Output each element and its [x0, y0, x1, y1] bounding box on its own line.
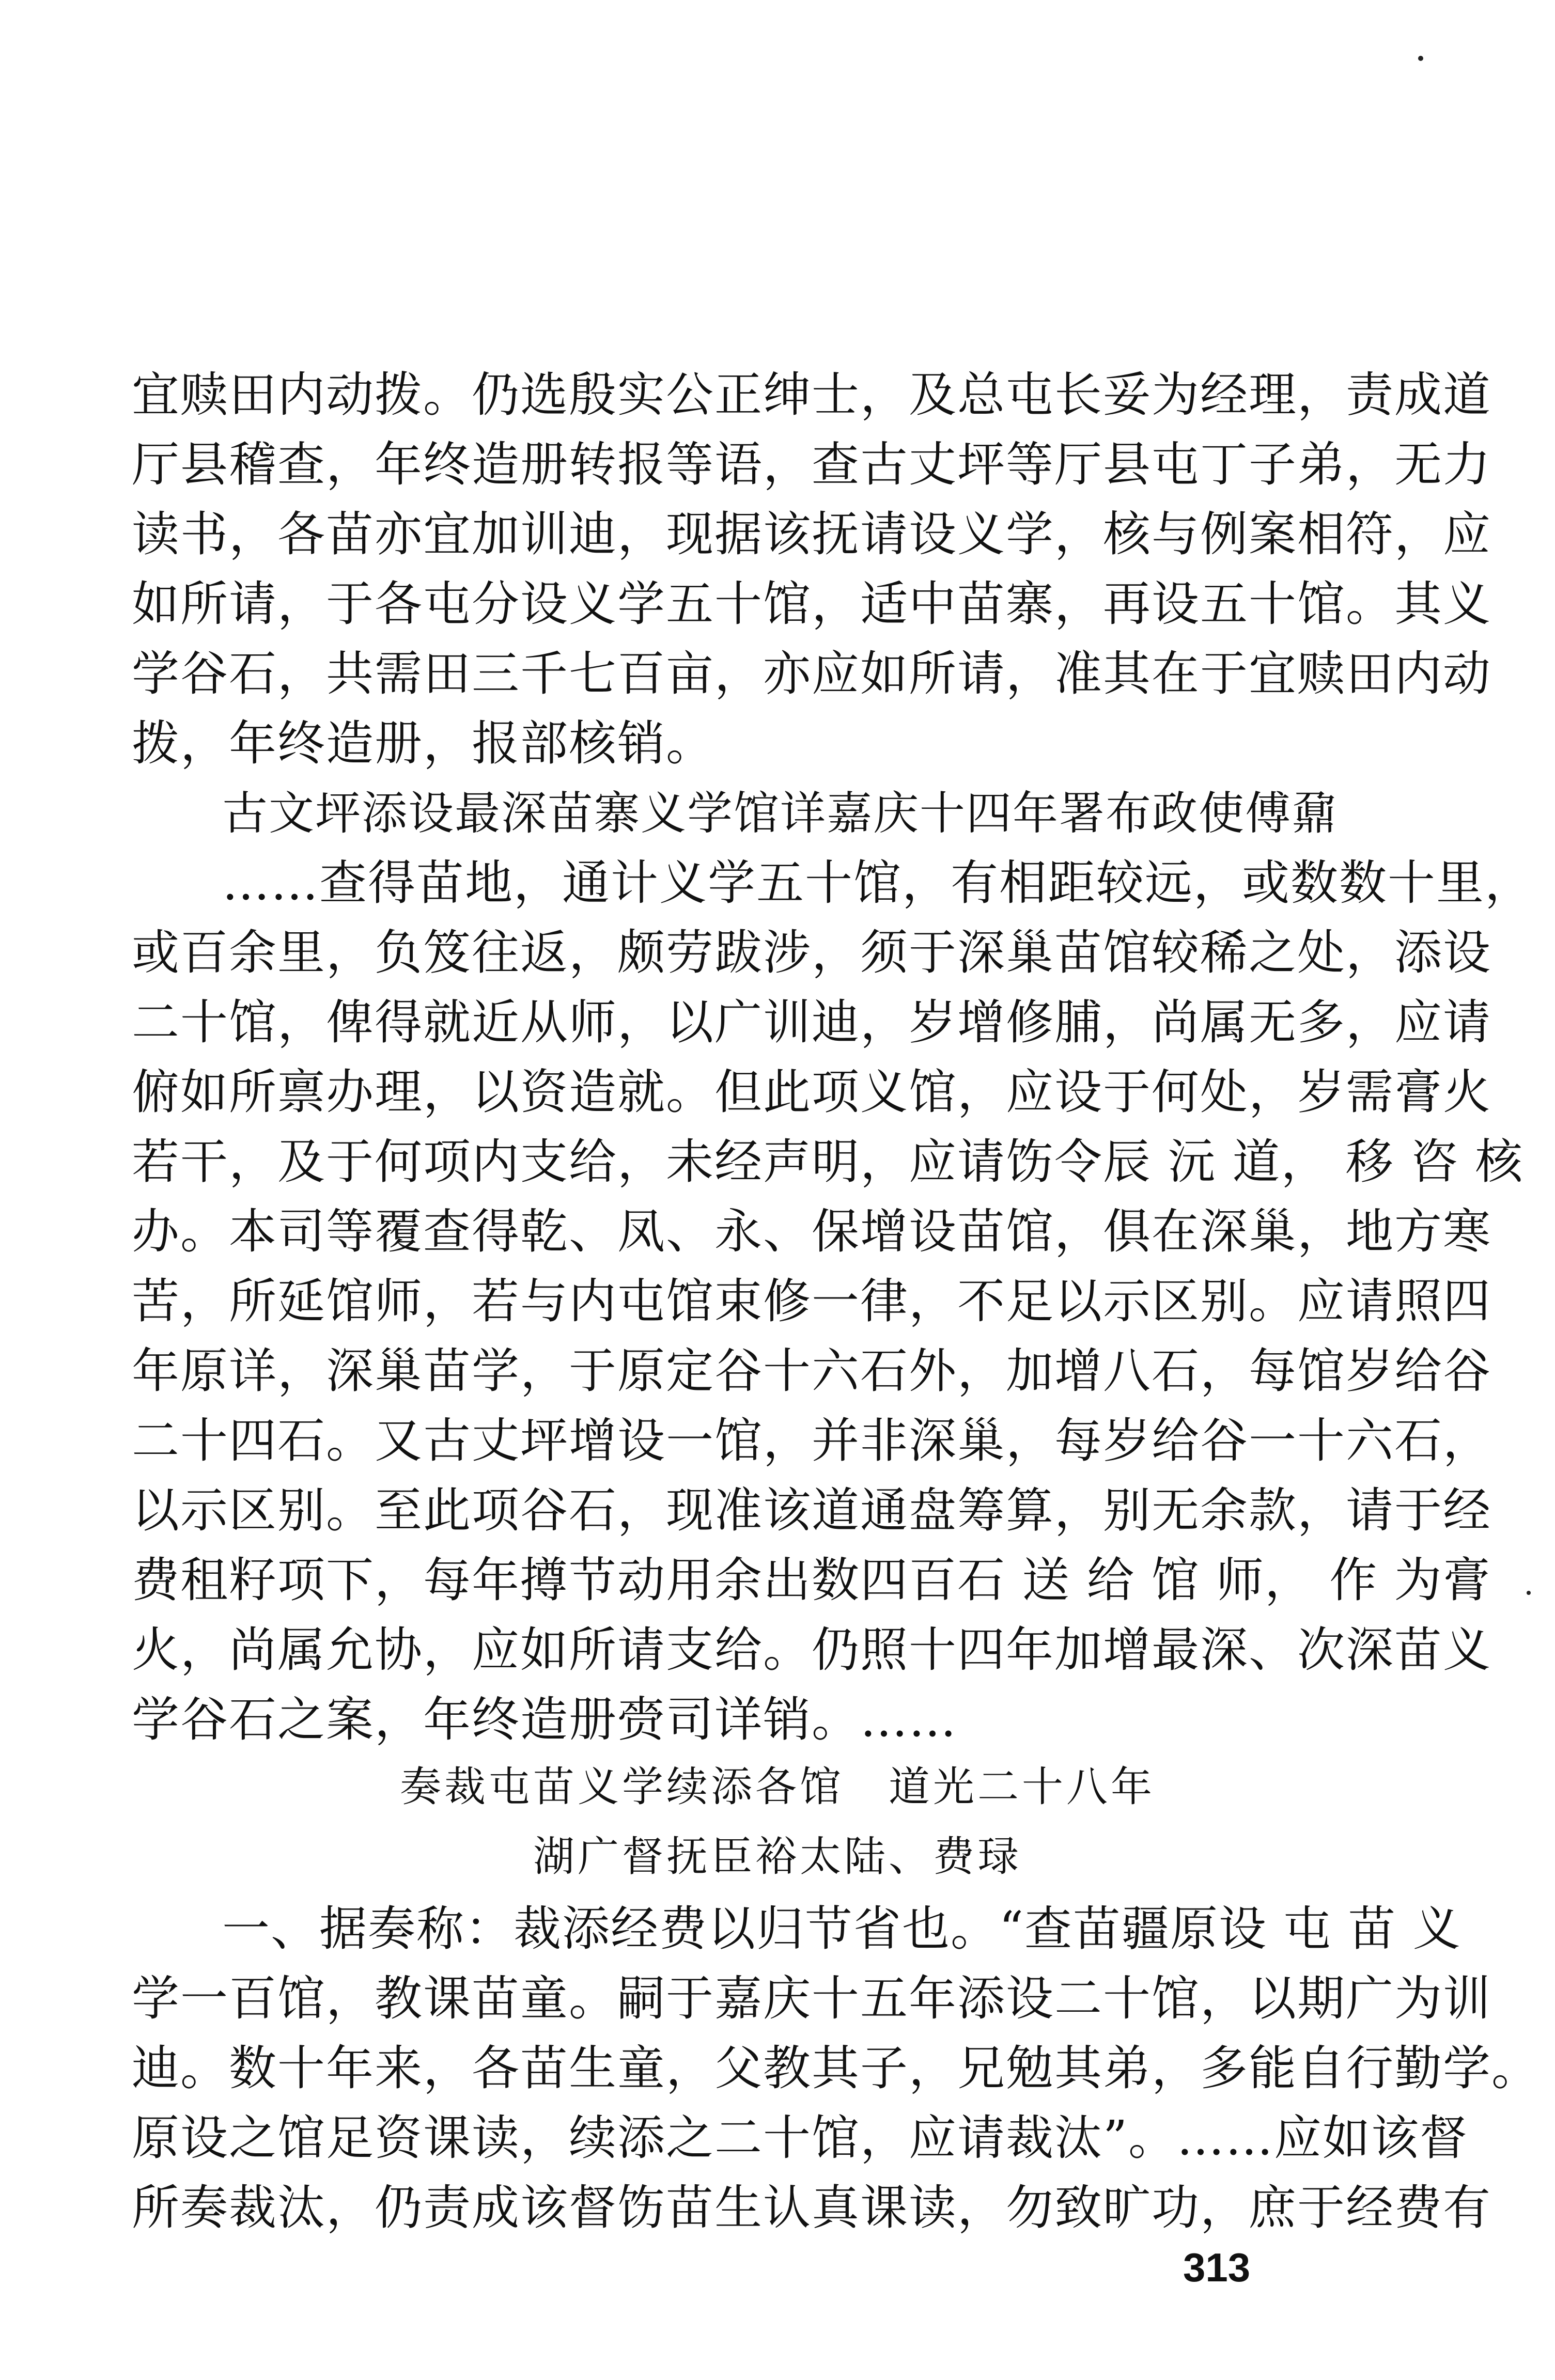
text-line: 如所请，于各屯分设义学五十馆，适中苗寨，再设五十馆。其义: [132, 576, 1492, 632]
text-line: 二十馆，俾得就近从师，以广训迪，岁增修脯，尚属无多，应请: [132, 995, 1492, 1050]
text-line: 学谷石之案，年终造册赍司详销。……: [132, 1692, 958, 1747]
text-line: 厅县稽查，年终造册转报等语，查古丈坪等厅县屯丁子弟，无力: [132, 437, 1492, 492]
scan-speck: [1418, 56, 1423, 61]
text-line: 二十四石。又古丈坪增设一馆，并非深巢，每岁给谷一十六石，: [132, 1413, 1492, 1468]
text-line: 若干，及于何项内支给，未经声明，应请饬令辰 沅 道， 移 咨 核: [132, 1134, 1524, 1189]
text-line: 或百余里，负笈往返，颇劳跋涉，须于深巢苗馆较稀之处，添设: [132, 925, 1492, 980]
text-line: 以示区别。至此项谷石，现准该道通盘筹算，别无余款，请于经: [132, 1483, 1492, 1538]
text-line: 学一百馆，教课苗童。嗣于嘉庆十五年添设二十馆，以期广为训: [132, 1971, 1492, 2026]
page-number: 313: [1183, 2245, 1251, 2290]
text-line: 拨，年终造册，报部核销。: [132, 716, 715, 771]
text-line: 一、据奏称：裁添经费以归节省也。“查苗疆原设 屯 苗 义: [222, 1901, 1461, 1956]
text-line: 读书，各苗亦宜加训迪，现据该抚请设义学，核与例案相符，应: [132, 507, 1492, 562]
text-line: 苦，所延馆师，若与内屯馆束修一律，不足以示区别。应请照四: [132, 1274, 1492, 1329]
text-line: 火，尚属允协，应如所请支给。仍照十四年加增最深、次深苗义: [132, 1622, 1492, 1678]
section-title: 湖广督抚臣裕太陆、费琭: [533, 1833, 1022, 1881]
scan-speck: [1527, 1591, 1531, 1595]
text-line: 宜赎田内动拨。仍选殷实公正绅士，及总屯长妥为经理，责成道: [132, 367, 1492, 422]
text-line: ……查得苗地，通计义学五十馆，有相距较远，或数数十里，: [222, 855, 1534, 911]
text-line: 原设之馆足资课读，续添之二十馆，应请裁汰”。……应如该督: [132, 2110, 1469, 2166]
text-line: 费租籽项下，每年撙节动用余出数四百石 送 给 馆 师， 作 为膏: [132, 1553, 1491, 1608]
section-title: 古文坪添设最深苗寨义学馆详嘉庆十四年署布政使傅鼐: [222, 787, 1339, 840]
text-line: 所奏裁汰，仍责成该督饬苗生认真课读，勿致旷功，庶于经费有: [132, 2180, 1492, 2235]
section-title: 奏裁屯苗义学续添各馆 道光二十八年: [400, 1763, 1155, 1811]
text-line: 迪。数十年来，各苗生童，父教其子，兄勉其弟，多能自行勤学。: [132, 2041, 1541, 2096]
text-line: 俯如所禀办理，以资造就。但此项义馆，应设于何处，岁需膏火: [132, 1064, 1492, 1120]
text-line: 年原详，深巢苗学，于原定谷十六石外，加增八石，每馆岁给谷: [132, 1343, 1492, 1399]
text-line: 学谷石，共需田三千七百亩，亦应如所请，准其在于宜赎田内动: [132, 646, 1492, 701]
text-line: 办。本司等覆查得乾、凤、永、保增设苗馆，俱在深巢，地方寒: [132, 1204, 1492, 1259]
